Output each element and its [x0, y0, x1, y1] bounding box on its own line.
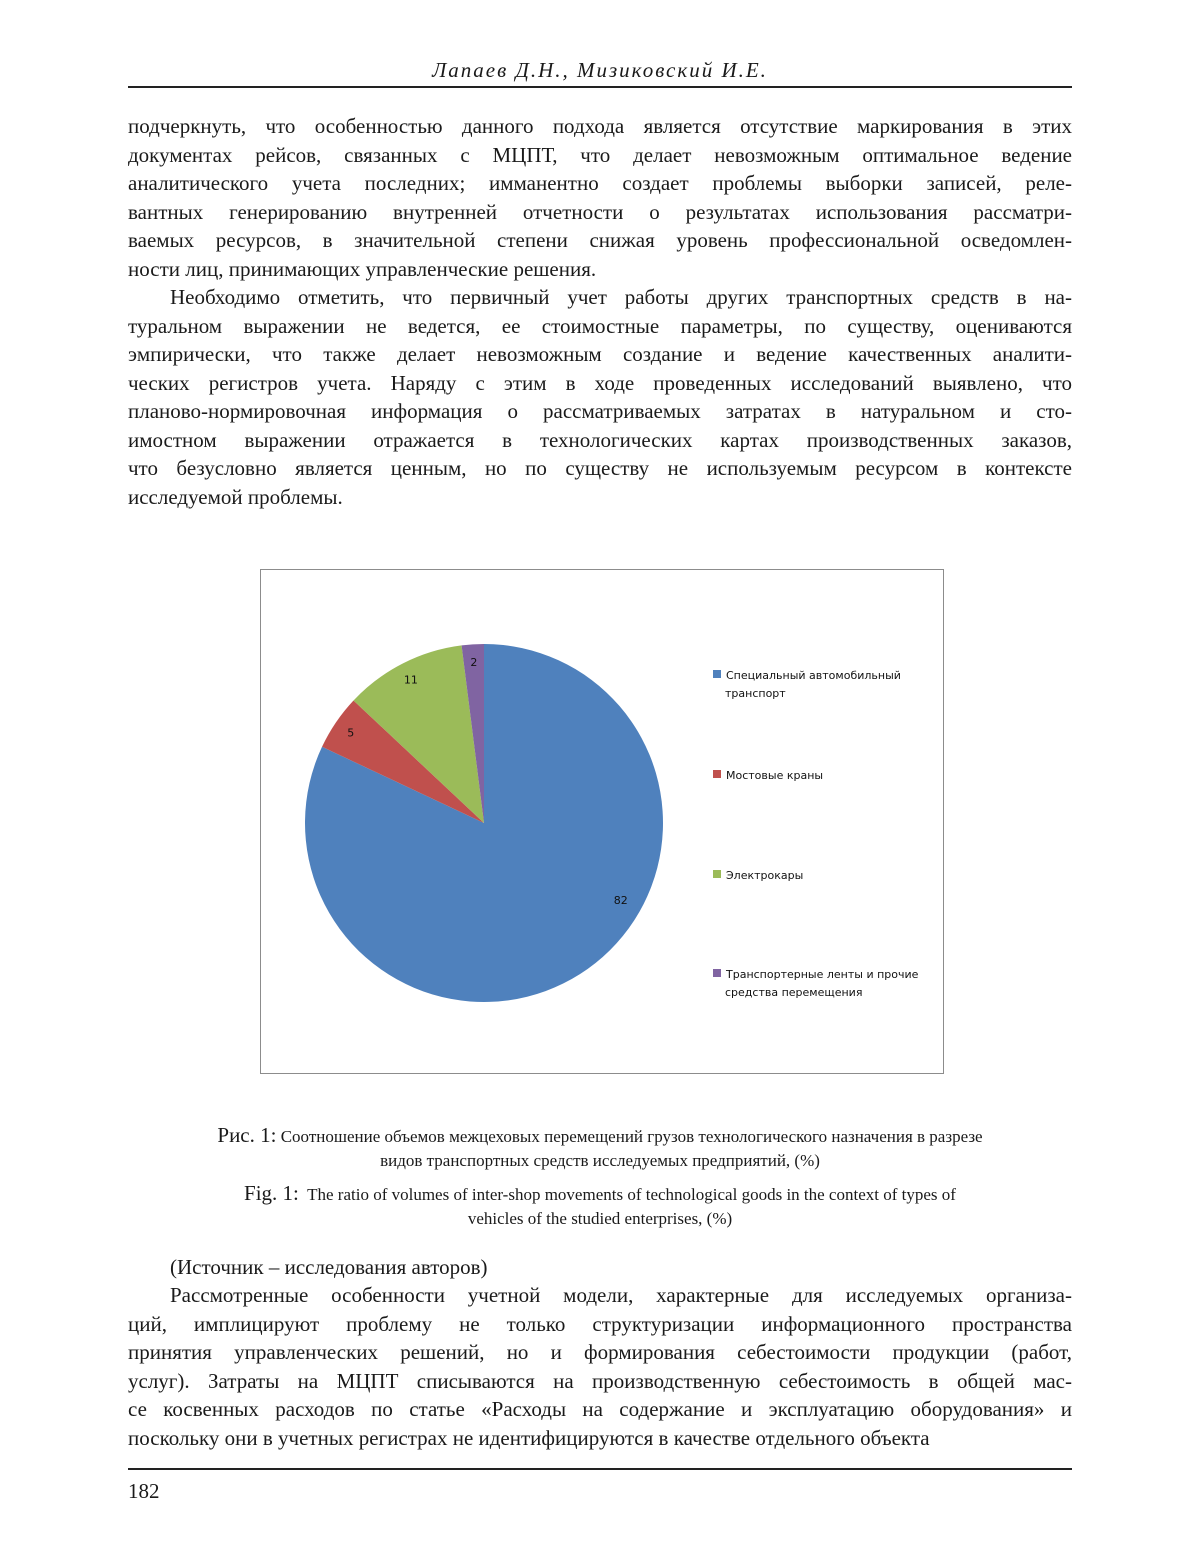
data-label: 82: [614, 894, 628, 907]
footer-rule: [128, 1468, 1072, 1470]
caption-ru: [128, 1123, 1072, 1173]
text-line: что безусловно является ценным, но по существу не используемым ресурсом в контексте: [128, 454, 1072, 482]
caption-en: [128, 1181, 1072, 1231]
text-line: се косвенных расходов по статье «Расходы на содержание и эксплуатацию оборудования» и: [128, 1395, 1072, 1423]
text-line: аналитического учета последних; имманентно создает проблемы выборки записей, реле-: [128, 169, 1072, 197]
legend-swatch: [713, 870, 721, 878]
legend-swatch: [713, 969, 721, 977]
text-line: Необходимо отметить, что первичный учет работы других транспортных средств в на-: [128, 283, 1072, 311]
caption-en-line1: The ratio of volumes of inter-shop movements of technological goods in the context of types of: [307, 1185, 956, 1204]
caption-en-line2: vehicles of the studied enterprises, (%): [468, 1209, 732, 1228]
data-label: 5: [347, 726, 354, 739]
legend-swatch: [713, 670, 721, 678]
text-line: ческих регистров учета. Наряду с этим в ходе проведенных исследований выявлено, что: [128, 369, 1072, 397]
text-line: ваемых ресурсов, в значительной степени снижая уровень профессиональной осведомлен-: [128, 226, 1072, 254]
legend-label: Специальный автомобильный: [726, 669, 901, 682]
legend-swatch: [713, 770, 721, 778]
page-number: 182: [128, 1479, 160, 1504]
caption-ru-line2: видов транспортных средств исследуемых предприятий, (%): [380, 1151, 820, 1170]
legend-label: Транспортерные ленты и прочие: [725, 968, 919, 981]
data-label: 11: [404, 673, 418, 686]
running-header: Лапаев Д.Н., Мизиковский И.Е.: [128, 58, 1072, 83]
data-label: 2: [470, 656, 477, 669]
text-line: исследуемой проблемы.: [128, 483, 1072, 511]
text-line: документах рейсов, связанных с МЦПТ, что делает невозможным оптимальное ведение: [128, 141, 1072, 169]
text-line: вантных генерированию внутренней отчетности о результатах использования рассматри-: [128, 198, 1072, 226]
text-line: подчеркнуть, что особенностью данного подхода является отсутствие маркирования в этих: [128, 112, 1072, 140]
text-line: принятия управленческих решений, но и формирования себестоимости продукции (работ,: [128, 1338, 1072, 1366]
text-line: поскольку они в учетных регистрах не идентифицируются в качестве отдельного объекта: [128, 1424, 1072, 1452]
pie-chart-svg: [261, 570, 945, 1075]
text-line: услуг). Затраты на МЦПТ списываются на производственную себестоимость в общей мас-: [128, 1367, 1072, 1395]
pie-chart: [260, 569, 944, 1074]
text-line: эмпирически, что также делает невозможным создание и ведение качественных аналити-: [128, 340, 1072, 368]
caption-ru-prefix: Рис. 1:: [217, 1123, 276, 1147]
text-line: имостном выражении отражается в технологических картах производственных заказов,: [128, 426, 1072, 454]
legend-label: средства перемещения: [725, 986, 862, 999]
caption-en-prefix: Fig. 1:: [244, 1181, 299, 1205]
legend-label: транспорт: [725, 687, 786, 700]
text-line: ций, имплицируют проблему не только структуризации информационного пространства: [128, 1310, 1072, 1338]
text-line: Рассмотренные особенности учетной модели, характерные для исследуемых организа-: [128, 1281, 1072, 1309]
source-note: (Источник – исследования авторов): [128, 1253, 1072, 1281]
header-rule: [128, 86, 1072, 88]
text-line: туральном выражении не ведется, ее стоимостные параметры, по существу, оцениваются: [128, 312, 1072, 340]
text-line: ности лиц, принимающих управленческие решения.: [128, 255, 1072, 283]
legend-label: Мостовые краны: [726, 769, 823, 782]
text-line: планово-нормировочная информация о рассматриваемых затратах в натуральном и сто-: [128, 397, 1072, 425]
caption-ru-line1: Соотношение объемов межцеховых перемещений грузов технологического назначения в разрезе: [281, 1127, 983, 1146]
legend-label: Электрокары: [726, 869, 803, 882]
